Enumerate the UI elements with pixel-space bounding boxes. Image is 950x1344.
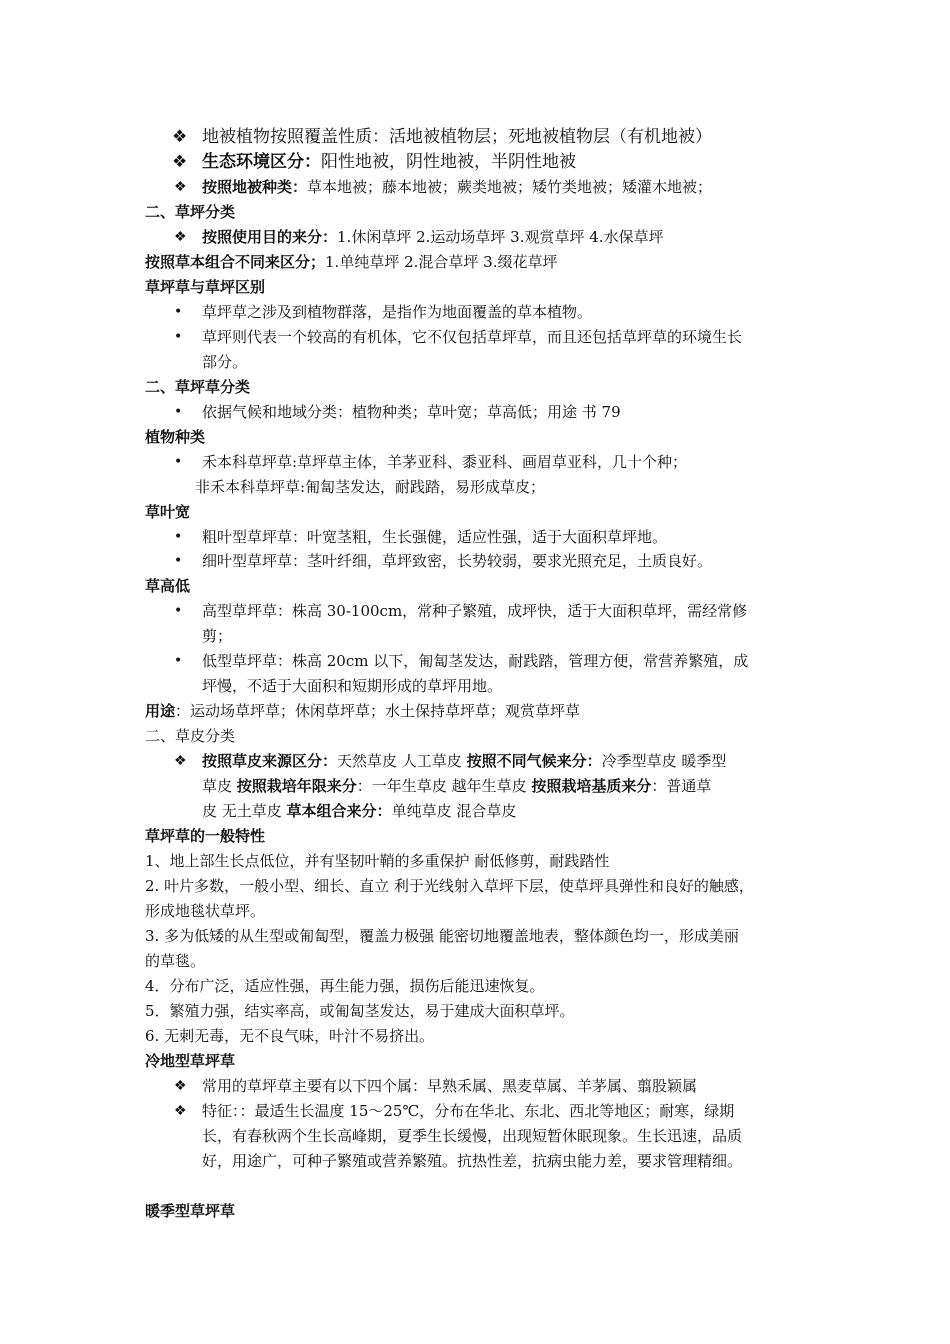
paragraph-tall-grass-line2: 剪； — [202, 627, 233, 645]
bullet-dot-icon: • — [174, 329, 183, 345]
bullet-dot-icon: • — [174, 603, 183, 619]
heading-lawn-classification: 二、草坪分类 — [145, 203, 236, 221]
paragraph-ground-cover-type: 按照地被种类：草本地被；藤本地被；蕨类地被；矮竹类地被；矮灌木地被； — [202, 178, 713, 196]
paragraph-low-grass-line1: 低型草坪草：株高 20cm 以下，匍匐茎发达，耐践踏，管理方便，常营养繁殖，成 — [202, 652, 749, 670]
heading-grass-height: 草高低 — [145, 577, 191, 595]
trait-4: 4．分布广泛，适应性强，再生能力强，损伤后能迅速恢复。 — [145, 977, 545, 995]
bullet-diamond-icon: ❖ — [174, 753, 187, 769]
paragraph-cool-features-line1: 特征：：最适生长温度 15～25℃，分布在华北、东北、西北等地区；耐寒，绿期 — [202, 1102, 735, 1120]
heading-sod-classification: 二、草皮分类 — [145, 727, 236, 745]
paragraph-climate-region: 依据气候和地域分类：植物种类；草叶宽；草高低；用途 书 79 — [202, 403, 621, 421]
paragraph-grass-definition: 草坪草之涉及到植物群落，是指作为地面覆盖的草本植物。 — [202, 303, 593, 321]
bullet-diamond-icon: ❖ — [174, 1103, 187, 1119]
paragraph-cool-genera: 常用的草坪草主要有以下四个属：早熟禾属、黑麦草属、羊茅属、翦股颖属 — [202, 1077, 698, 1095]
bullet-diamond-icon: ❖ — [174, 1078, 187, 1094]
bullet-diamond-icon: ❖ — [172, 152, 188, 172]
trait-2-line2: 形成地毯状草坪。 — [145, 902, 266, 920]
bullet-dot-icon: • — [174, 404, 183, 420]
paragraph-ground-cover-nature: 地被植物按照覆盖性质：活地被植物层；死地被植物层（有机地被） — [202, 127, 712, 147]
bullet-dot-icon: • — [174, 454, 183, 470]
trait-3-line2: 的草毯。 — [145, 952, 206, 970]
bullet-dot-icon: • — [174, 653, 183, 669]
heading-warm-season: 暖季型草坪草 — [145, 1202, 236, 1220]
paragraph-use-purpose: 按照使用目的来分：1.休闲草坪 2.运动场草坪 3.观赏草坪 4.水保草坪 — [202, 228, 664, 246]
bullet-diamond-icon: ❖ — [172, 127, 188, 147]
trait-6: 6. 无刺无毒，无不良气味，叶汁不易挤出。 — [145, 1027, 435, 1045]
paragraph-poaceae: 禾本科草坪草:草坪草主体，羊茅亚科、黍亚科、画眉草亚科，几十个种； — [202, 453, 688, 471]
bullet-dot-icon: • — [174, 529, 183, 545]
bullet-dot-icon: • — [174, 553, 183, 569]
paragraph-tall-grass-line1: 高型草坪草：株高 30-100cm，常种子繁殖，成坪快，适于大面积草坪，需经常修 — [202, 602, 748, 620]
paragraph-lawn-definition-line1: 草坪则代表一个较高的有机体，它不仅包括草坪草，而且还包括草坪草的环境生长 — [202, 328, 743, 346]
heading-grass-vs-lawn: 草坪草与草坪区别 — [145, 278, 266, 296]
paragraph-ecological-env: 生态环境区分：阳性地被，阴性地被，半阴性地被 — [202, 152, 576, 172]
heading-cool-season: 冷地型草坪草 — [145, 1052, 236, 1070]
trait-2-line1: 2. 叶片多数，一般小型、细长、直立 利于光线射入草坪下层，使草坪具弹性和良好的触感， — [145, 877, 754, 895]
paragraph-usage: 用途：运动场草坪草；休闲草坪草；水土保持草坪草；观赏草坪草 — [145, 702, 581, 720]
paragraph-lawn-definition-line2: 部分。 — [202, 353, 248, 371]
trait-5: 5．繁殖力强，结实率高，或匍匐茎发达，易于建成大面积草坪。 — [145, 1002, 575, 1020]
paragraph-fine-leaf: 细叶型草坪草：茎叶纤细，草坪致密，长势较弱，要求光照充足，土质良好。 — [202, 552, 713, 570]
heading-plant-species: 植物种类 — [145, 428, 206, 446]
paragraph-combination: 按照草本组合不同来区分；1.单纯草坪 2.混合草坪 3.缀花草坪 — [145, 253, 558, 271]
heading-leaf-width: 草叶宽 — [145, 503, 191, 521]
heading-general-traits: 草坪草的一般特性 — [145, 827, 266, 845]
paragraph-sod-types-line1: 按照草皮来源区分：天然草皮 人工草皮 按照不同气候来分：冷季型草皮 暖季型 — [202, 752, 727, 770]
paragraph-cool-features-line2: 长，有春秋两个生长高峰期，夏季生长缓慢，出现短暂休眠现象。生长迅速，品质 — [202, 1127, 743, 1145]
bullet-diamond-icon: ❖ — [174, 229, 187, 245]
bullet-dot-icon: • — [174, 304, 183, 320]
paragraph-non-poaceae: 非禾本科草坪草:匍匐茎发达，耐践踏，易形成草皮； — [195, 478, 546, 496]
bullet-diamond-icon: ❖ — [174, 179, 187, 195]
paragraph-coarse-leaf: 粗叶型草坪草：叶宽茎粗，生长强健，适应性强，适于大面积草坪地。 — [202, 528, 668, 546]
paragraph-sod-types-line3: 皮 无土草皮 草本组合来分：单纯草皮 混合草皮 — [202, 802, 517, 820]
heading-grass-classification: 二、草坪草分类 — [145, 378, 251, 396]
paragraph-sod-types-line2: 草皮 按照栽培年限来分：一年生草皮 越年生草皮 按照栽培基质来分：普通草 — [202, 777, 712, 795]
trait-1: 1、地上部生长点低位，并有坚韧叶鞘的多重保护 耐低修剪，耐践踏性 — [145, 852, 610, 870]
paragraph-low-grass-line2: 坪慢，不适于大面积和短期形成的草坪用地。 — [202, 677, 503, 695]
paragraph-cool-features-line3: 好，用途广，可种子繁殖或营养繁殖。抗热性差，抗病虫能力差，要求管理精细。 — [202, 1152, 743, 1170]
trait-3-line1: 3. 多为低矮的从生型或匍匐型，覆盖力极强 能密切地覆盖地表，整体颜色均一，形成美丽 — [145, 927, 739, 945]
